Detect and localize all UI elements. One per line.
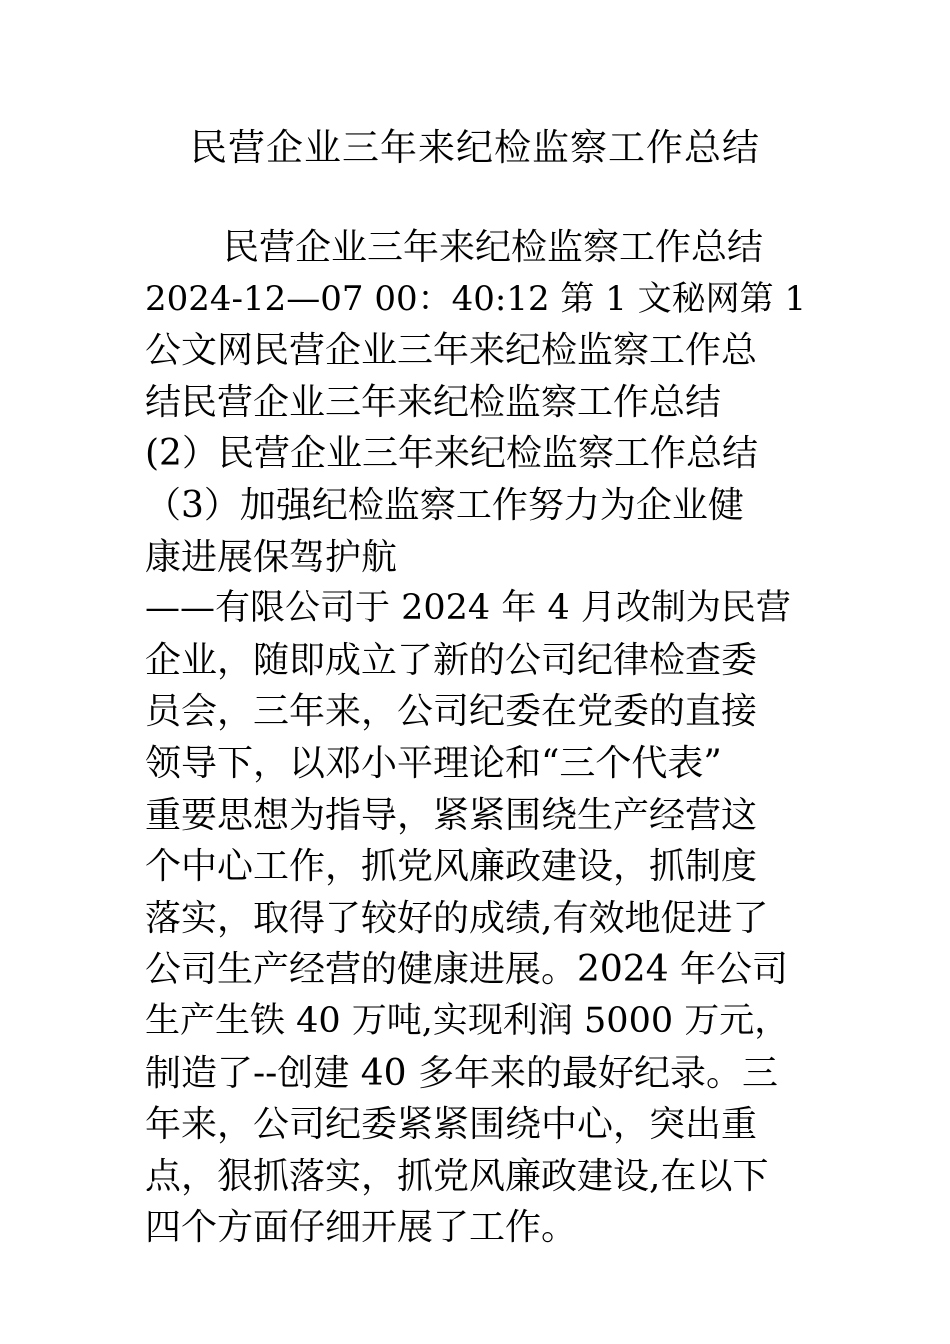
document-body [145,222,807,1254]
paragraph-line: 员会，三年来，公司纪委在党委的直接 [145,691,758,733]
paragraph-line: (2）民营企业三年来纪检监察工作总结 [145,433,758,475]
paragraph-line: 年来，公司纪委紧紧围绕中心，突出重 [145,1104,758,1146]
paragraph-line: 公司生产经营的健康进展。2024 年公司 [145,949,789,991]
paragraph-line: 公文网民营企业三年来纪检监察工作总 [145,330,758,372]
paragraph-line: 生产生铁 40 万吨,实现利润 5000 万元， [145,1000,790,1041]
paragraph-line: 重要思想为指导，紧紧围绕生产经营这 [145,794,758,836]
paragraph-line: 领导下，以邓小平理论和“三个代表” [145,742,722,784]
document-title: 民营企业三年来纪检监察工作总结 [190,126,760,169]
paragraph-line: ——有限公司于 2024 年 4 月改制为民营 [145,588,791,629]
paragraph-line: 四个方面仔细开展了工作。 [145,1207,578,1249]
paragraph-line: 企业，随即成立了新的公司纪律检查委 [145,639,758,681]
paragraph-line: 落实，取得了较好的成绩,有效地促进了 [145,897,769,939]
paragraph-line: 点，狠抓落实，抓党风廉政建设,在以下 [145,1155,769,1197]
paragraph-line: 民营企业三年来纪检监察工作总结 [223,227,764,268]
paragraph-line: 个中心工作，抓党风廉政建设，抓制度 [145,846,758,888]
paragraph-line: （3）加强纪检监察工作努力为企业健 [145,484,744,526]
paragraph-line: 2024-12—07 00：40:12 第 1 文秘网第 1 [145,278,807,319]
paragraph-line: 制造了--创建 40 多年来的最好纪录。三 [145,1052,779,1094]
paragraph-line: 康进展保驾护航 [145,536,398,578]
paragraph-line: 结民营企业三年来纪检监察工作总结 [145,381,722,423]
